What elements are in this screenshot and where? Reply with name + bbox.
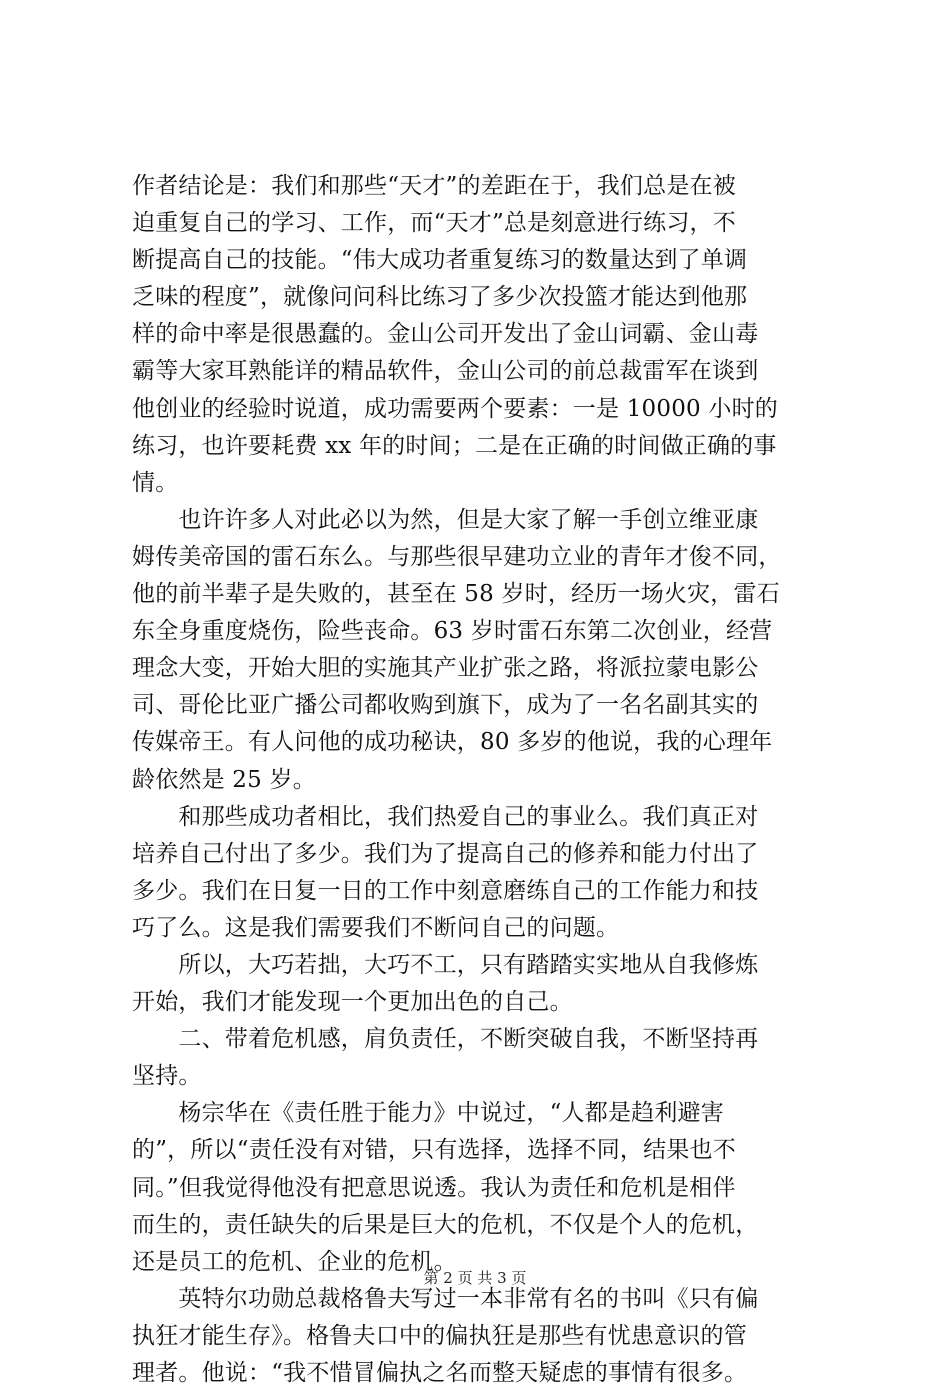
page-footer: 第 2 页 共 3 页 — [423, 1269, 527, 1287]
text-line: 霸等大家耳熟能详的精品软件，金山公司的前总裁雷军在谈到 — [132, 358, 759, 385]
text-line: 龄依然是 25 岁。 — [132, 766, 316, 793]
text-line: 多少。我们在日复一日的工作中刻意磨练自己的工作能力和技 — [132, 877, 759, 904]
text-line: 乏味的程度”，就像问问科比练习了多少次投篮才能达到他那 — [132, 284, 748, 311]
text-line: 杨宗华在《责任胜于能力》中说过，“人都是趋利避害 — [132, 1100, 724, 1127]
text-line: 练习，也许要耗费 xx 年的时间；二是在正确的时间做正确的事 — [132, 432, 777, 459]
text-line: 司、哥伦比亚广播公司都收购到旗下，成为了一名名副其实的 — [132, 692, 759, 719]
text-line: 而生的，责任缺失的后果是巨大的危机，不仅是个人的危机， — [132, 1211, 759, 1238]
text-line: 理者。他说：“我不惜冒偏执之名而整天疑虑的事情有很多。 — [132, 1360, 748, 1386]
text-line: 他创业的经验时说道，成功需要两个要素：一是 10000 小时的 — [132, 395, 778, 422]
text-line: 东全身重度烧伤，险些丧命。63 岁时雷石东第二次创业，经营 — [132, 618, 773, 645]
text-line: 二、带着危机感，肩负责任，不断突破自我，不断坚持再 — [132, 1026, 759, 1053]
text-line: 迫重复自己的学习、工作，而“天才”总是刻意进行练习，不 — [132, 210, 736, 237]
text-line: 和那些成功者相比，我们热爱自己的事业么。我们真正对 — [132, 803, 759, 830]
text-line: 巧了么。这是我们需要我们不断问自己的问题。 — [132, 914, 620, 941]
body-text — [132, 168, 832, 1392]
text-line: 开始，我们才能发现一个更加出色的自己。 — [132, 989, 573, 1016]
text-line: 情。 — [132, 469, 179, 496]
text-line: 他的前半辈子是失败的，甚至在 58 岁时，经历一场火灾，雷石 — [132, 581, 780, 608]
text-line: 所以，大巧若拙，大巧不工，只有踏踏实实地从自我修炼 — [132, 951, 759, 978]
text-line: 培养自己付出了多少。我们为了提高自己的修养和能力付出了 — [132, 840, 759, 867]
text-line: 样的命中率是很愚蠢的。金山公司开发出了金山词霸、金山毒 — [132, 321, 759, 348]
text-line: 坚持。 — [132, 1063, 202, 1090]
text-line: 的”，所以“责任没有对错，只有选择，选择不同，结果也不 — [132, 1137, 736, 1164]
text-line: 执狂才能生存》。格鲁夫口中的偏执狂是那些有忧患意识的管 — [132, 1322, 747, 1349]
text-line: 理念大变，开始大胆的实施其产业扩张之路，将派拉蒙电影公 — [132, 655, 759, 682]
text-line: 作者结论是：我们和那些“天才”的差距在于，我们总是在被 — [132, 173, 736, 199]
text-line: 断提高自己的技能。“伟大成功者重复练习的数量达到了单调 — [132, 247, 748, 274]
text-line: 还是员工的危机、企业的危机。 — [132, 1248, 457, 1275]
text-line: 英特尔功勋总裁格鲁夫写过一本非常有名的书叫《只有偏 — [132, 1285, 759, 1312]
text-line: 同。”但我觉得他没有把意思说透。我认为责任和危机是相伴 — [132, 1174, 736, 1201]
text-line: 传媒帝王。有人问他的成功秘诀，80 多岁的他说，我的心理年 — [132, 729, 773, 756]
text-line: 也许许多人对此必以为然，但是大家了解一手创立维亚康 — [132, 506, 759, 533]
text-line: 姆传美帝国的雷石东么。与那些很早建功立业的青年才俊不同， — [132, 543, 782, 570]
